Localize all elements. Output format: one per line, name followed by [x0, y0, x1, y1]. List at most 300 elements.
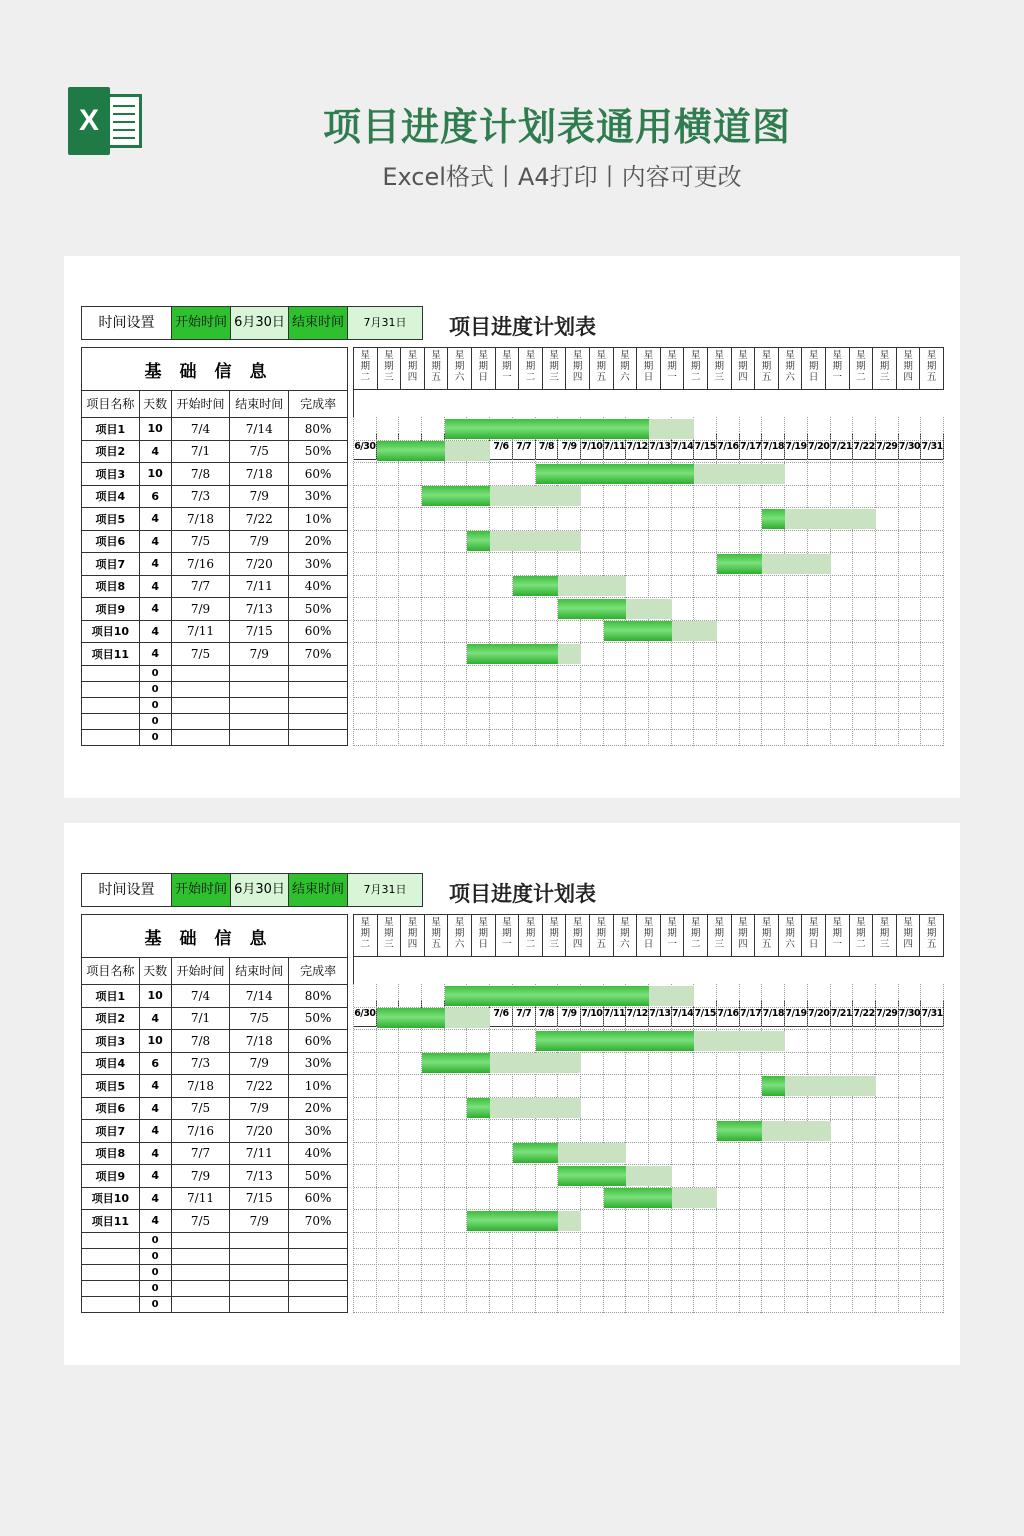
grid-row-line — [354, 665, 943, 666]
cell-rate[interactable]: 80% — [289, 418, 348, 441]
cell-rate[interactable]: 10% — [289, 508, 348, 531]
empty-cell[interactable] — [289, 713, 348, 729]
weekday-header: 星 期 二 — [354, 914, 378, 957]
weekday-header: 星 期 五 — [920, 347, 944, 390]
gantt-bar — [762, 1076, 875, 1096]
time-settings-bar — [81, 306, 423, 340]
cell-days[interactable]: 4 — [139, 508, 171, 531]
cell-days[interactable]: 4 — [139, 1210, 171, 1233]
date-header: 7/19 — [785, 433, 808, 460]
cell-start[interactable]: 7/1 — [171, 440, 230, 463]
cell-end[interactable]: 7/15 — [230, 1187, 289, 1210]
cell-name[interactable]: 项目8 — [82, 1142, 140, 1165]
cell-days[interactable]: 6 — [139, 485, 171, 508]
empty-row — [82, 1280, 348, 1296]
cell-rate[interactable]: 70% — [289, 1210, 348, 1233]
empty-cell[interactable] — [171, 1296, 230, 1312]
end-time-value[interactable]: 7月31日 — [348, 874, 422, 906]
gantt-bar-progress — [717, 1121, 762, 1141]
empty-cell[interactable] — [82, 1248, 140, 1264]
gantt-bar-progress — [762, 1076, 785, 1096]
cell-name[interactable]: 项目2 — [82, 1007, 140, 1030]
table-row — [82, 1120, 348, 1143]
cell-start[interactable]: 7/5 — [171, 1097, 230, 1120]
cell-name[interactable]: 项目9 — [82, 598, 140, 621]
cell-days[interactable]: 4 — [139, 1142, 171, 1165]
date-header: 7/20 — [808, 1000, 831, 1027]
sheet-preview-2 — [64, 823, 960, 1365]
cell-end[interactable]: 7/13 — [230, 598, 289, 621]
empty-cell[interactable] — [82, 713, 140, 729]
empty-cell[interactable] — [82, 1264, 140, 1280]
cell-start[interactable]: 7/9 — [171, 1165, 230, 1188]
gantt-bar-progress — [558, 1166, 626, 1186]
weekday-header: 星 期 四 — [897, 347, 921, 390]
date-header: 7/29 — [876, 1000, 899, 1027]
col-header-rate: 完成率 — [289, 391, 348, 418]
table-row — [82, 418, 348, 441]
cell-name[interactable]: 项目6 — [82, 530, 140, 553]
gantt-bar-progress — [422, 1053, 490, 1073]
info-table — [81, 914, 348, 1313]
empty-cell[interactable] — [82, 681, 140, 697]
col-header-name: 项目名称 — [82, 391, 140, 418]
weekday-header: 星 期 六 — [614, 914, 638, 957]
gantt-bar-progress — [467, 1211, 558, 1231]
cell-rate[interactable]: 30% — [289, 553, 348, 576]
cell-days[interactable]: 4 — [139, 530, 171, 553]
col-header-name: 项目名称 — [82, 958, 140, 985]
weekday-header: 星 期 二 — [850, 914, 874, 957]
cell-name[interactable]: 项目2 — [82, 440, 140, 463]
table-row — [82, 1097, 348, 1120]
cell-start[interactable]: 7/16 — [171, 1120, 230, 1143]
grid-row-line — [354, 1248, 943, 1249]
empty-cell[interactable] — [171, 681, 230, 697]
info-header: 基础信息 — [82, 348, 348, 391]
gantt-chart — [353, 914, 943, 1313]
cell-days[interactable]: 4 — [139, 598, 171, 621]
grid-row-line — [354, 1232, 943, 1233]
page-subtitle: Excel格式丨A4打印丨内容可更改 — [382, 163, 742, 191]
weekday-header: 星 期 六 — [779, 347, 803, 390]
cell-end[interactable]: 7/14 — [230, 418, 289, 441]
gantt-bar-progress — [377, 1008, 445, 1028]
cell-rate[interactable]: 30% — [289, 1052, 348, 1075]
col-header-rate: 完成率 — [289, 958, 348, 985]
cell-name[interactable]: 项目5 — [82, 508, 140, 531]
cell-days[interactable]: 4 — [139, 575, 171, 598]
cell-name[interactable]: 项目11 — [82, 1210, 140, 1233]
cell-rate[interactable]: 80% — [289, 985, 348, 1008]
weekday-header: 星 期 五 — [425, 914, 449, 957]
empty-cell[interactable] — [289, 665, 348, 681]
cell-end[interactable]: 7/15 — [230, 620, 289, 643]
start-time-label: 开始时间 — [172, 307, 231, 339]
cell-end[interactable]: 7/9 — [230, 485, 289, 508]
cell-start[interactable]: 7/3 — [171, 1052, 230, 1075]
date-header: 7/31 — [921, 1000, 944, 1027]
empty-cell[interactable]: 0 — [139, 1264, 171, 1280]
cell-rate[interactable]: 30% — [289, 485, 348, 508]
cell-end[interactable]: 7/9 — [230, 1097, 289, 1120]
weekday-header: 星 期 一 — [661, 347, 685, 390]
date-header: 7/17 — [740, 433, 763, 460]
gantt-bar-progress — [445, 986, 649, 1006]
weekday-header: 星 期 三 — [378, 914, 402, 957]
cell-end[interactable]: 7/5 — [230, 440, 289, 463]
gantt-bar-progress — [422, 486, 490, 506]
table-row — [82, 485, 348, 508]
cell-rate[interactable]: 60% — [289, 1187, 348, 1210]
cell-name[interactable]: 项目3 — [82, 1030, 140, 1053]
grid-row-line — [354, 1280, 943, 1281]
cell-start[interactable]: 7/8 — [171, 463, 230, 486]
empty-cell[interactable] — [230, 1232, 289, 1248]
cell-start[interactable]: 7/18 — [171, 1075, 230, 1098]
date-header: 7/11 — [604, 1000, 627, 1027]
weekday-header: 星 期 五 — [755, 914, 779, 957]
weekday-header: 星 期 六 — [779, 914, 803, 957]
col-header-end: 结束时间 — [230, 391, 289, 418]
empty-cell[interactable] — [230, 681, 289, 697]
weekday-header: 星 期 二 — [519, 914, 543, 957]
empty-cell[interactable]: 0 — [139, 729, 171, 745]
empty-cell[interactable]: 0 — [139, 681, 171, 697]
weekday-header: 星 期 六 — [614, 347, 638, 390]
cell-start[interactable]: 7/4 — [171, 985, 230, 1008]
gantt-bar-progress — [717, 554, 762, 574]
date-header: 7/21 — [831, 433, 854, 460]
weekday-header: 星 期 五 — [590, 914, 614, 957]
cell-start[interactable]: 7/9 — [171, 598, 230, 621]
weekday-header: 星 期 六 — [448, 914, 472, 957]
cell-name[interactable]: 项目4 — [82, 485, 140, 508]
grid-row-line — [354, 681, 943, 682]
date-header: 7/15 — [694, 1000, 717, 1027]
cell-days[interactable]: 10 — [139, 1030, 171, 1053]
cell-days[interactable]: 6 — [139, 1052, 171, 1075]
empty-cell[interactable] — [82, 1280, 140, 1296]
empty-row — [82, 1296, 348, 1312]
cell-days[interactable]: 4 — [139, 1187, 171, 1210]
cell-end[interactable]: 7/11 — [230, 1142, 289, 1165]
date-header: 7/30 — [899, 1000, 922, 1027]
empty-cell[interactable] — [171, 1264, 230, 1280]
weekday-header: 星 期 五 — [755, 347, 779, 390]
grid-row-line — [354, 1209, 943, 1210]
empty-cell[interactable] — [171, 1232, 230, 1248]
date-header: 7/16 — [717, 1000, 740, 1027]
cell-name[interactable]: 项目3 — [82, 463, 140, 486]
gantt-bar-progress — [445, 419, 649, 439]
grid-row-line — [354, 713, 943, 714]
cell-end[interactable]: 7/18 — [230, 463, 289, 486]
empty-cell[interactable] — [171, 713, 230, 729]
cell-end[interactable]: 7/22 — [230, 1075, 289, 1098]
cell-start[interactable]: 7/5 — [171, 643, 230, 666]
table-row — [82, 1052, 348, 1075]
cell-end[interactable]: 7/20 — [230, 553, 289, 576]
gantt-bar — [377, 441, 490, 461]
weekday-header: 星 期 五 — [425, 347, 449, 390]
empty-cell[interactable] — [289, 729, 348, 745]
empty-cell[interactable] — [171, 697, 230, 713]
weekday-header: 星 期 三 — [873, 347, 897, 390]
cell-start[interactable]: 7/4 — [171, 418, 230, 441]
weekday-header: 星 期 四 — [732, 914, 756, 957]
empty-cell[interactable]: 0 — [139, 713, 171, 729]
cell-days[interactable]: 4 — [139, 1007, 171, 1030]
date-header: 7/8 — [536, 433, 559, 460]
gantt-bar — [467, 1098, 580, 1118]
weekday-header: 星 期 二 — [850, 347, 874, 390]
gantt-chart — [353, 347, 943, 746]
cell-start[interactable]: 7/3 — [171, 485, 230, 508]
weekday-header: 星 期 四 — [401, 347, 425, 390]
empty-cell[interactable] — [171, 665, 230, 681]
start-time-value[interactable]: 6月30日 — [231, 307, 289, 339]
date-header: 7/22 — [853, 1000, 876, 1027]
table-row — [82, 1187, 348, 1210]
empty-cell[interactable]: 0 — [139, 697, 171, 713]
grid-row-line — [354, 729, 943, 730]
grid-row-line — [354, 1119, 943, 1120]
cell-days[interactable]: 4 — [139, 553, 171, 576]
cell-days[interactable]: 4 — [139, 620, 171, 643]
cell-start[interactable]: 7/1 — [171, 1007, 230, 1030]
weekday-header: 星 期 三 — [708, 347, 732, 390]
cell-start[interactable]: 7/5 — [171, 530, 230, 553]
weekday-header: 星 期 三 — [543, 914, 567, 957]
cell-name[interactable]: 项目9 — [82, 1165, 140, 1188]
cell-start[interactable]: 7/16 — [171, 553, 230, 576]
cell-name[interactable]: 项目5 — [82, 1075, 140, 1098]
table-row — [82, 1030, 348, 1053]
cell-start[interactable]: 7/7 — [171, 1142, 230, 1165]
empty-cell[interactable]: 0 — [139, 1296, 171, 1312]
cell-end[interactable]: 7/9 — [230, 1210, 289, 1233]
cell-days[interactable]: 4 — [139, 1075, 171, 1098]
cell-rate[interactable]: 60% — [289, 463, 348, 486]
grid-row-line — [354, 642, 943, 643]
cell-end[interactable]: 7/18 — [230, 1030, 289, 1053]
col-header-end: 结束时间 — [230, 958, 289, 985]
cell-end[interactable]: 7/13 — [230, 1165, 289, 1188]
empty-cell[interactable] — [82, 665, 140, 681]
cell-rate[interactable]: 50% — [289, 1007, 348, 1030]
empty-row — [82, 1232, 348, 1248]
cell-end[interactable]: 7/5 — [230, 1007, 289, 1030]
gantt-bar — [604, 621, 717, 641]
date-header: 7/22 — [853, 433, 876, 460]
date-header: 7/19 — [785, 1000, 808, 1027]
cell-end[interactable]: 7/9 — [230, 643, 289, 666]
cell-name[interactable]: 项目1 — [82, 985, 140, 1008]
empty-cell[interactable] — [230, 713, 289, 729]
cell-start[interactable]: 7/11 — [171, 1187, 230, 1210]
empty-cell[interactable] — [82, 1296, 140, 1312]
cell-rate[interactable]: 20% — [289, 530, 348, 553]
table-row — [82, 1210, 348, 1233]
cell-days[interactable]: 4 — [139, 1097, 171, 1120]
empty-cell[interactable] — [289, 1264, 348, 1280]
cell-start[interactable]: 7/8 — [171, 1030, 230, 1053]
date-header: 7/7 — [513, 433, 536, 460]
grid-row-line — [354, 697, 943, 698]
empty-cell[interactable] — [230, 697, 289, 713]
empty-row — [82, 1264, 348, 1280]
cell-rate[interactable]: 30% — [289, 1120, 348, 1143]
empty-cell[interactable] — [289, 1280, 348, 1296]
weekday-header: 星 期 一 — [661, 914, 685, 957]
gantt-bar-progress — [513, 1143, 558, 1163]
empty-cell[interactable] — [289, 681, 348, 697]
date-header: 6/30 — [354, 1000, 377, 1027]
gantt-bar-progress — [467, 1098, 490, 1118]
info-header: 基础信息 — [82, 915, 348, 958]
weekday-header: 星 期 五 — [920, 914, 944, 957]
gantt-bar — [513, 576, 626, 596]
cell-days[interactable]: 4 — [139, 643, 171, 666]
empty-cell[interactable] — [230, 1280, 289, 1296]
cell-rate[interactable]: 40% — [289, 1142, 348, 1165]
cell-name[interactable]: 项目4 — [82, 1052, 140, 1075]
grid-row-line — [354, 552, 943, 553]
cell-rate[interactable]: 70% — [289, 643, 348, 666]
gantt-bar — [513, 1143, 626, 1163]
empty-cell[interactable] — [289, 697, 348, 713]
cell-start[interactable]: 7/18 — [171, 508, 230, 531]
empty-cell[interactable] — [230, 1264, 289, 1280]
gantt-bar — [536, 464, 786, 484]
weekday-header: 星 期 四 — [401, 914, 425, 957]
cell-end[interactable]: 7/9 — [230, 1052, 289, 1075]
cell-rate[interactable]: 50% — [289, 440, 348, 463]
empty-cell[interactable] — [171, 729, 230, 745]
gantt-bar-progress — [604, 621, 672, 641]
cell-name[interactable]: 项目10 — [82, 620, 140, 643]
empty-cell[interactable] — [230, 1296, 289, 1312]
date-header: 7/13 — [649, 1000, 672, 1027]
cell-days[interactable]: 10 — [139, 985, 171, 1008]
cell-start[interactable]: 7/11 — [171, 620, 230, 643]
cell-name[interactable]: 项目8 — [82, 575, 140, 598]
grid-row-line — [354, 1142, 943, 1143]
gantt-bar — [717, 554, 830, 574]
date-header: 7/31 — [921, 433, 944, 460]
gantt-bar — [445, 419, 695, 439]
cell-name[interactable]: 项目1 — [82, 418, 140, 441]
gantt-bar-progress — [536, 1031, 695, 1051]
cell-rate[interactable]: 50% — [289, 598, 348, 621]
grid-row-line — [354, 1312, 943, 1313]
empty-cell[interactable]: 0 — [139, 1248, 171, 1264]
empty-cell[interactable]: 0 — [139, 1232, 171, 1248]
table-row — [82, 463, 348, 486]
date-header: 7/29 — [876, 433, 899, 460]
start-time-value[interactable]: 6月30日 — [231, 874, 289, 906]
empty-cell[interactable] — [171, 1248, 230, 1264]
weekday-header: 星 期 三 — [378, 347, 402, 390]
empty-cell[interactable] — [230, 665, 289, 681]
cell-rate[interactable]: 40% — [289, 575, 348, 598]
date-header: 7/9 — [558, 1000, 581, 1027]
date-header: 7/30 — [899, 433, 922, 460]
cell-name[interactable]: 项目7 — [82, 553, 140, 576]
cell-end[interactable]: 7/11 — [230, 575, 289, 598]
cell-rate[interactable]: 50% — [289, 1165, 348, 1188]
end-time-value[interactable]: 7月31日 — [348, 307, 422, 339]
weekday-header: 星 期 日 — [472, 347, 496, 390]
gantt-bar-progress — [467, 531, 490, 551]
cell-name[interactable]: 项目6 — [82, 1097, 140, 1120]
table-row — [82, 530, 348, 553]
cell-rate[interactable]: 60% — [289, 620, 348, 643]
sheet-preview-1 — [64, 256, 960, 798]
grid-row-line — [354, 575, 943, 576]
cell-days[interactable]: 4 — [139, 1165, 171, 1188]
cell-days[interactable]: 4 — [139, 1120, 171, 1143]
empty-cell[interactable]: 0 — [139, 665, 171, 681]
cell-name[interactable]: 项目7 — [82, 1120, 140, 1143]
empty-cell[interactable] — [82, 697, 140, 713]
empty-cell[interactable] — [289, 1248, 348, 1264]
weekday-header: 星 期 一 — [496, 914, 520, 957]
empty-cell[interactable] — [289, 1232, 348, 1248]
sheet-title: 项目进度计划表 — [449, 882, 596, 906]
cell-end[interactable]: 7/22 — [230, 508, 289, 531]
date-header: 7/12 — [626, 433, 649, 460]
cell-start[interactable]: 7/5 — [171, 1210, 230, 1233]
table-row — [82, 553, 348, 576]
gantt-bar — [558, 1166, 671, 1186]
empty-cell[interactable] — [171, 1280, 230, 1296]
cell-end[interactable]: 7/9 — [230, 530, 289, 553]
empty-cell[interactable] — [230, 1248, 289, 1264]
cell-days[interactable]: 4 — [139, 440, 171, 463]
gantt-bar-progress — [513, 576, 558, 596]
empty-cell[interactable] — [230, 729, 289, 745]
cell-name[interactable]: 项目10 — [82, 1187, 140, 1210]
cell-days[interactable]: 10 — [139, 463, 171, 486]
gantt-bar-progress — [558, 599, 626, 619]
date-header: 7/13 — [649, 433, 672, 460]
cell-rate[interactable]: 60% — [289, 1030, 348, 1053]
table-row — [82, 508, 348, 531]
table-row — [82, 985, 348, 1008]
empty-cell[interactable]: 0 — [139, 1280, 171, 1296]
cell-name[interactable]: 项目11 — [82, 643, 140, 666]
cell-rate[interactable]: 10% — [289, 1075, 348, 1098]
cell-rate[interactable]: 20% — [289, 1097, 348, 1120]
weekday-header: 星 期 二 — [684, 347, 708, 390]
cell-end[interactable]: 7/20 — [230, 1120, 289, 1143]
col-header-days: 天数 — [139, 391, 171, 418]
empty-cell[interactable] — [82, 1232, 140, 1248]
cell-start[interactable]: 7/7 — [171, 575, 230, 598]
empty-cell[interactable] — [82, 729, 140, 745]
date-header: 7/17 — [740, 1000, 763, 1027]
time-settings-label: 时间设置 — [82, 307, 172, 339]
weekday-header: 星 期 日 — [802, 347, 826, 390]
date-header: 7/10 — [581, 1000, 604, 1027]
empty-cell[interactable] — [289, 1296, 348, 1312]
table-row — [82, 1142, 348, 1165]
weekday-header: 星 期 一 — [496, 347, 520, 390]
cell-end[interactable]: 7/14 — [230, 985, 289, 1008]
cell-days[interactable]: 10 — [139, 418, 171, 441]
